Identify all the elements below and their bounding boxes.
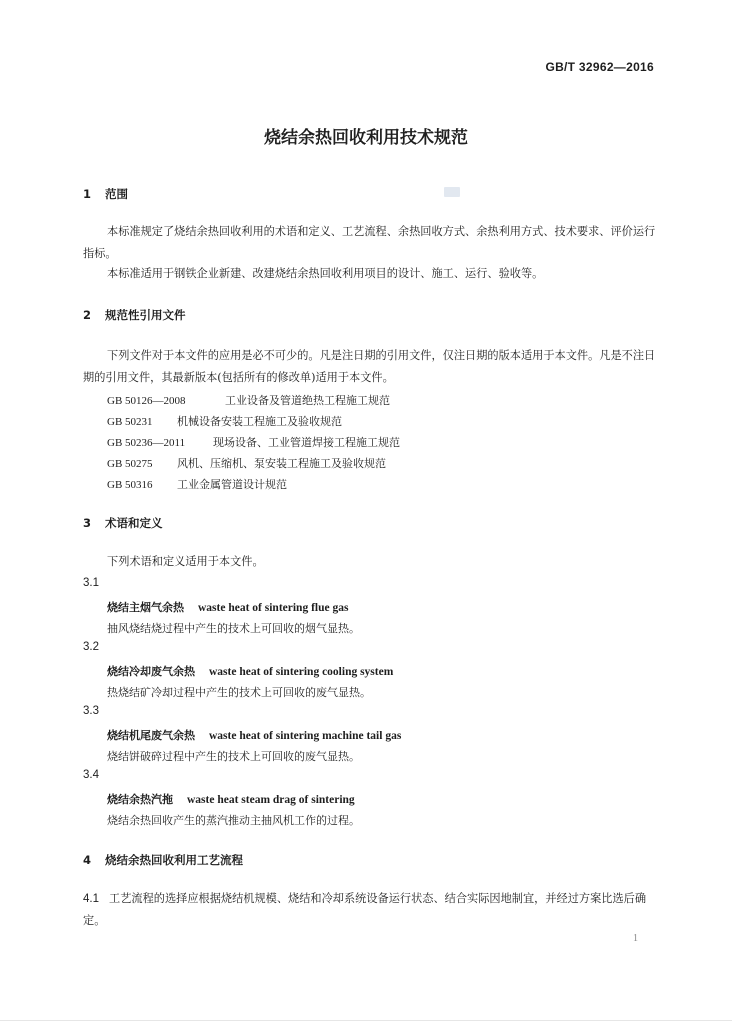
term-english: waste heat steam drag of sintering bbox=[187, 794, 355, 806]
reference-code: GB 50236—2011 bbox=[107, 437, 186, 449]
term-number: 3.2 bbox=[83, 641, 99, 653]
term-chinese: 烧结机尾废气余热 bbox=[107, 729, 195, 742]
section-title: 术语和定义 bbox=[105, 516, 163, 530]
page-number: 1 bbox=[633, 933, 638, 944]
section-1-heading bbox=[83, 186, 128, 202]
reference-title: 工业金属管道设计规范 bbox=[177, 478, 287, 491]
term-definition: 烧结余热回收产生的蒸汽推动主抽风机工作的过程。 bbox=[107, 814, 360, 827]
reference-code: GB 50316 bbox=[107, 479, 153, 491]
normative-references-intro: 下列文件对于本文件的应用是必不可少的。凡是注日期的引用文件，仅注日期的版本适用于本文件。凡是不注日期的引用文件，其最新版本(包括所有的修改单)适用于本文件。 bbox=[83, 349, 656, 384]
document-title: 烧结余热回收利用技术规范 bbox=[264, 128, 468, 148]
watermark-logo-icon bbox=[444, 187, 460, 197]
reference-code: GB 50126—2008 bbox=[107, 395, 186, 407]
term-definition: 抽风烧结烧过程中产生的技术上可回收的烟气显热。 bbox=[107, 622, 360, 635]
reference-item bbox=[107, 434, 400, 450]
standard-code: GB/T 32962—2016 bbox=[545, 60, 654, 74]
reference-title: 机械设备安装工程施工及验收规范 bbox=[177, 415, 342, 428]
terms-intro: 下列术语和定义适用于本文件。 bbox=[107, 555, 264, 568]
scope-paragraph-2: 本标准适用于钢铁企业新建、改建烧结余热回收利用项目的设计、施工、运行、验收等。 bbox=[107, 267, 544, 280]
reference-item bbox=[107, 392, 390, 408]
term-english: waste heat of sintering flue gas bbox=[198, 602, 349, 614]
section-4-heading bbox=[83, 852, 243, 868]
reference-item bbox=[107, 413, 342, 429]
page-bottom-divider bbox=[0, 1020, 732, 1021]
reference-title: 现场设备、工业管道焊接工程施工规范 bbox=[213, 436, 400, 449]
reference-title: 风机、压缩机、泵安装工程施工及验收规范 bbox=[177, 457, 386, 470]
term-english: waste heat of sintering machine tail gas bbox=[209, 730, 402, 742]
term-chinese: 烧结主烟气余热 bbox=[107, 601, 184, 614]
section-3-heading bbox=[83, 515, 163, 531]
section-number: 4 bbox=[83, 853, 92, 867]
term-definition: 烧结饼破碎过程中产生的技术上可回收的废气显热。 bbox=[107, 750, 360, 763]
term-chinese: 烧结冷却废气余热 bbox=[107, 665, 195, 678]
section-title: 范围 bbox=[105, 187, 128, 201]
section-number: 3 bbox=[83, 516, 92, 530]
clause-text: 工艺流程的选择应根据烧结机规模、烧结和冷却系统设备运行状态、结合实际因地制宜，并经过方案比选后确定。 bbox=[83, 892, 647, 927]
section-number: 1 bbox=[83, 187, 92, 201]
section-title: 规范性引用文件 bbox=[105, 308, 186, 322]
term-entry bbox=[107, 599, 348, 615]
section-2-heading bbox=[83, 307, 186, 323]
clause-4-1 bbox=[83, 888, 659, 932]
section-number: 2 bbox=[83, 308, 92, 322]
term-definition: 热烧结矿冷却过程中产生的技术上可回收的废气显热。 bbox=[107, 686, 371, 699]
term-english: waste heat of sintering cooling system bbox=[209, 666, 394, 678]
term-number: 3.4 bbox=[83, 769, 99, 781]
reference-item bbox=[107, 455, 386, 471]
term-chinese: 烧结余热汽拖 bbox=[107, 793, 173, 806]
term-entry bbox=[107, 663, 393, 679]
scope-paragraph-1: 本标准规定了烧结余热回收利用的术语和定义、工艺流程、余热回收方式、余热利用方式、技术要求、评价运行指标。 bbox=[83, 225, 656, 260]
section-title: 烧结余热回收利用工艺流程 bbox=[105, 853, 243, 867]
reference-title: 工业设备及管道绝热工程施工规范 bbox=[225, 394, 390, 407]
reference-item bbox=[107, 476, 287, 492]
reference-code: GB 50275 bbox=[107, 458, 153, 470]
term-entry bbox=[107, 791, 355, 807]
term-number: 3.3 bbox=[83, 705, 99, 717]
clause-number: 4.1 bbox=[83, 893, 99, 905]
term-entry bbox=[107, 727, 401, 743]
reference-code: GB 50231 bbox=[107, 416, 153, 428]
term-number: 3.1 bbox=[83, 577, 99, 589]
